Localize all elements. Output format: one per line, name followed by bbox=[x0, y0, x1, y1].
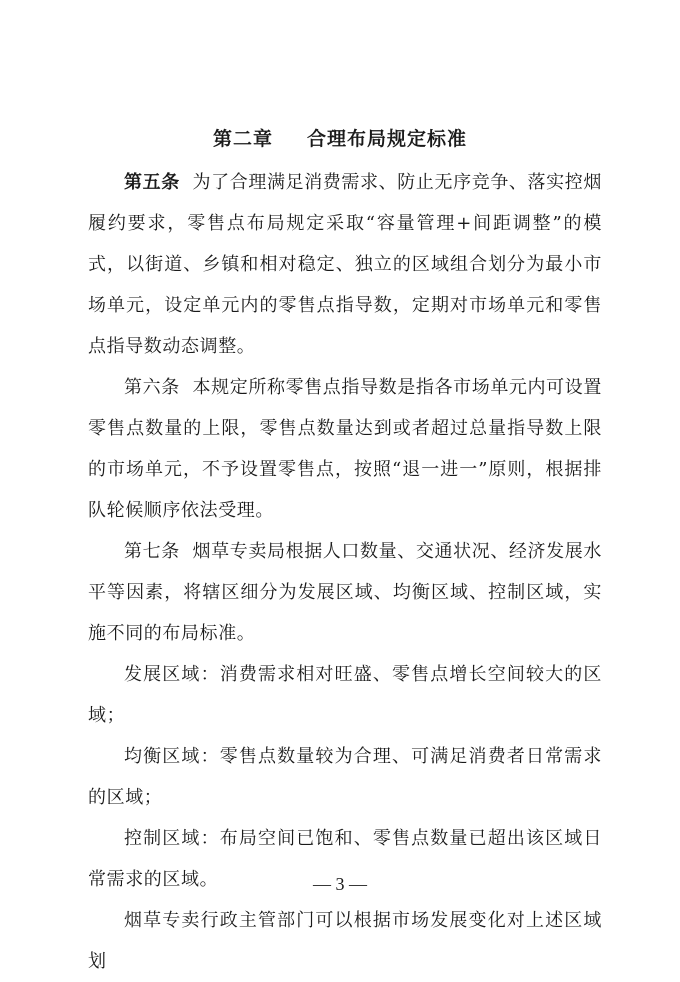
article-label: 第七条 bbox=[124, 541, 180, 562]
zone-text: 零售点数量较为合理、可满足消费者日常需求的区域； bbox=[88, 746, 603, 808]
zone-text: 消费需求相对旺盛、零售点增长空间较大的区域； bbox=[88, 664, 603, 726]
chapter-title: 合理布局规定标准 bbox=[307, 128, 468, 150]
zone-paragraph bbox=[88, 654, 602, 736]
zone-label: 均衡区域： bbox=[124, 746, 220, 767]
article-text: 烟草专卖局根据人口数量、交通状况、经济发展水平等因素，将辖区细分为发展区域、均衡区域、控制区域，实施不同的布局标准。 bbox=[88, 541, 602, 644]
document-body bbox=[88, 162, 602, 982]
zone-text: 布局空间已饱和、零售点数量已超出该区域日常需求的区域。 bbox=[88, 828, 603, 890]
zone-label: 控制区域： bbox=[124, 828, 220, 849]
zone-label: 发展区域： bbox=[124, 664, 220, 685]
article-paragraph bbox=[88, 531, 602, 654]
article-text: 为了合理满足消费需求、防止无序竞争、落实控烟履约要求，零售点布局规定采取“容量管理+间距调整”的模式，以街道、乡镇和相对稳定、独立的区域组合划分为最小市场单元，设定单元内的零售点指导数，定期对市场单元和零售点指导数动态调整。 bbox=[88, 172, 602, 357]
closing-paragraph: 烟草专卖行政主管部门可以根据市场发展变化对上述区域划 bbox=[88, 910, 602, 972]
article-label: 第六条 bbox=[124, 377, 180, 398]
chapter-heading bbox=[0, 124, 680, 151]
page-number: — 3 — bbox=[313, 874, 367, 894]
zone-paragraph bbox=[88, 736, 602, 818]
article-paragraph bbox=[88, 367, 602, 531]
article-text: 本规定所称零售点指导数是指各市场单元内可设置零售点数量的上限，零售点数量达到或者超过总量指导数上限的市场单元，不予设置零售点，按照“退一进一”原则，根据排队轮候顺序依法受理。 bbox=[88, 377, 602, 521]
chapter-number: 第二章 bbox=[212, 128, 273, 150]
article-paragraph bbox=[88, 162, 602, 367]
article-label: 第五条 bbox=[124, 172, 180, 193]
